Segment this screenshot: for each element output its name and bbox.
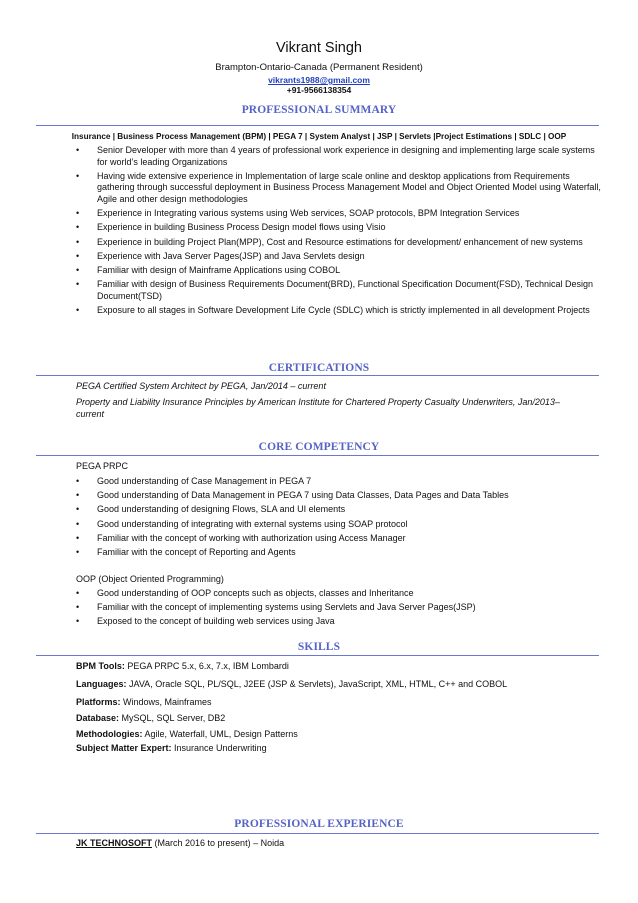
bullet-icon: • — [76, 279, 80, 290]
list-item: • Experience with Java Server Pages(JSP) and Java Servlets design — [76, 250, 365, 261]
bullet-icon: • — [76, 304, 80, 315]
competency-heading: CORE COMPETENCY — [258, 441, 380, 453]
list-item: • Good understanding of Case Management in PEGA 7 — [76, 476, 312, 486]
summary-divider — [36, 125, 599, 126]
bullet-icon: • — [76, 145, 80, 155]
list-item: • Having wide extensive experience in Implementation of large scale online and desktop applications from Requirements gathering through successful deployment in Business Process Management Model and Object Oriented Model using Waterfall, Agile and other design methodologies — [76, 170, 601, 204]
skill-row: Methodologies: Agile, Waterfall, UML, Design Patterns — [76, 729, 298, 739]
certification-item: PEGA Certified System Architect by PEGA, Jan/2014 – current — [76, 381, 326, 391]
list-item: • Familiar with the concept of working with authorization using Access Manager — [76, 532, 406, 543]
summary-bullet-list — [76, 145, 606, 319]
bullet-icon: • — [76, 208, 80, 219]
bullet-icon: • — [76, 518, 80, 529]
pega-subheading: PEGA PRPC — [76, 461, 129, 471]
experience-details: (March 2016 to present) – Noida — [152, 838, 285, 848]
bullet-icon: • — [76, 588, 80, 598]
experience-heading: PROFESSIONAL EXPERIENCE — [234, 818, 404, 830]
list-item: • Experience in building Business Process Design model flows using Visio — [76, 222, 386, 233]
list-item: • Good understanding of OOP concepts such as objects, classes and Inheritance — [76, 588, 414, 598]
list-item: • Good understanding of designing Flows, SLA and UI elements — [76, 504, 346, 515]
email-link[interactable]: vikrants1988@gmail.com — [268, 75, 370, 85]
list-item: • Familiar with design of Mainframe Applications using COBOL — [76, 264, 341, 275]
experience-divider — [36, 833, 599, 834]
competency-divider — [36, 455, 599, 456]
certifications-heading: CERTIFICATIONS — [268, 362, 370, 374]
bullet-icon: • — [76, 504, 80, 515]
candidate-name: Vikrant Singh — [276, 40, 362, 56]
list-item: • Good understanding of integrating with external systems using SOAP protocol — [76, 518, 408, 529]
candidate-location: Brampton-Ontario-Canada (Permanent Resident) — [215, 62, 423, 73]
skills-divider — [36, 655, 599, 656]
bullet-icon: • — [76, 170, 80, 181]
oop-bullet-list — [76, 588, 606, 631]
bullet-icon: • — [76, 616, 80, 627]
bullet-icon: • — [76, 476, 80, 486]
summary-keywords: Insurance | Business Process Management (BPM) | PEGA 7 | System Analyst | JSP | Servlets |Project Estimations | SDLC | OOP — [71, 132, 567, 141]
bullet-icon: • — [76, 222, 80, 233]
bullet-icon: • — [76, 236, 80, 247]
list-item: • Familiar with the concept of implementing systems using Servlets and Java Server Pages(JSP) — [76, 602, 476, 613]
list-item: • Familiar with the concept of Reporting and Agents — [76, 546, 296, 557]
skill-row: Subject Matter Expert: Insurance Underwriting — [76, 743, 267, 753]
company-name: JK TECHNOSOFT — [76, 838, 153, 848]
list-item: • Good understanding of Data Management in PEGA 7 using Data Classes, Data Pages and Data Tables — [76, 490, 509, 501]
list-item: • Senior Developer with more than 4 years of professional work experience in designing and implementing large scale systems for world’s leading Organizations — [76, 145, 595, 167]
bullet-icon: • — [76, 546, 80, 557]
pega-bullet-list — [76, 476, 606, 561]
bullet-icon: • — [76, 490, 80, 501]
certification-item: Property and Liability Insurance Principles by American Institute for Chartered Property Casualty Underwriters, Jan/2013– current — [76, 397, 560, 419]
list-item: • Exposed to the concept of building web services using Java — [76, 616, 335, 627]
oop-subheading: OOP (Object Oriented Programming) — [76, 574, 224, 584]
bullet-icon: • — [76, 250, 80, 261]
experience-entry — [76, 838, 284, 848]
skill-row: Languages: JAVA, Oracle SQL, PL/SQL, J2EE (JSP & Servlets), JavaScript, XML, HTML, C++ and COBOL — [76, 679, 508, 689]
skill-row: Database: MySQL, SQL Server, DB2 — [76, 713, 226, 723]
phone-number: +91-9566138354 — [286, 85, 352, 95]
certifications-divider — [36, 375, 599, 376]
list-item: • Experience in Integrating various systems using Web services, SOAP protocols, BPM Integration Services — [76, 208, 520, 219]
list-item: • Familiar with design of Business Requirements Document(BRD), Functional Specification Document(FSD), Technical Design Document(TSD) — [76, 279, 594, 301]
email-line — [0, 75, 638, 85]
skills-heading: SKILLS — [297, 641, 341, 653]
list-item: • Experience in building Project Plan(MPP), Cost and Resource estimations for development/ enhancement of new systems — [76, 236, 583, 247]
list-item: • Exposure to all stages in Software Development Life Cycle (SDLC) which is strictly implemented in all development Projects — [76, 304, 590, 315]
bullet-icon: • — [76, 532, 80, 543]
bullet-icon: • — [76, 264, 80, 275]
skill-row: BPM Tools: PEGA PRPC 5.x, 6.x, 7.x, IBM Lombardi — [76, 661, 289, 671]
summary-heading: PROFESSIONAL SUMMARY — [241, 104, 397, 116]
bullet-icon: • — [76, 602, 80, 613]
skill-row: Platforms: Windows, Mainframes — [76, 697, 212, 707]
